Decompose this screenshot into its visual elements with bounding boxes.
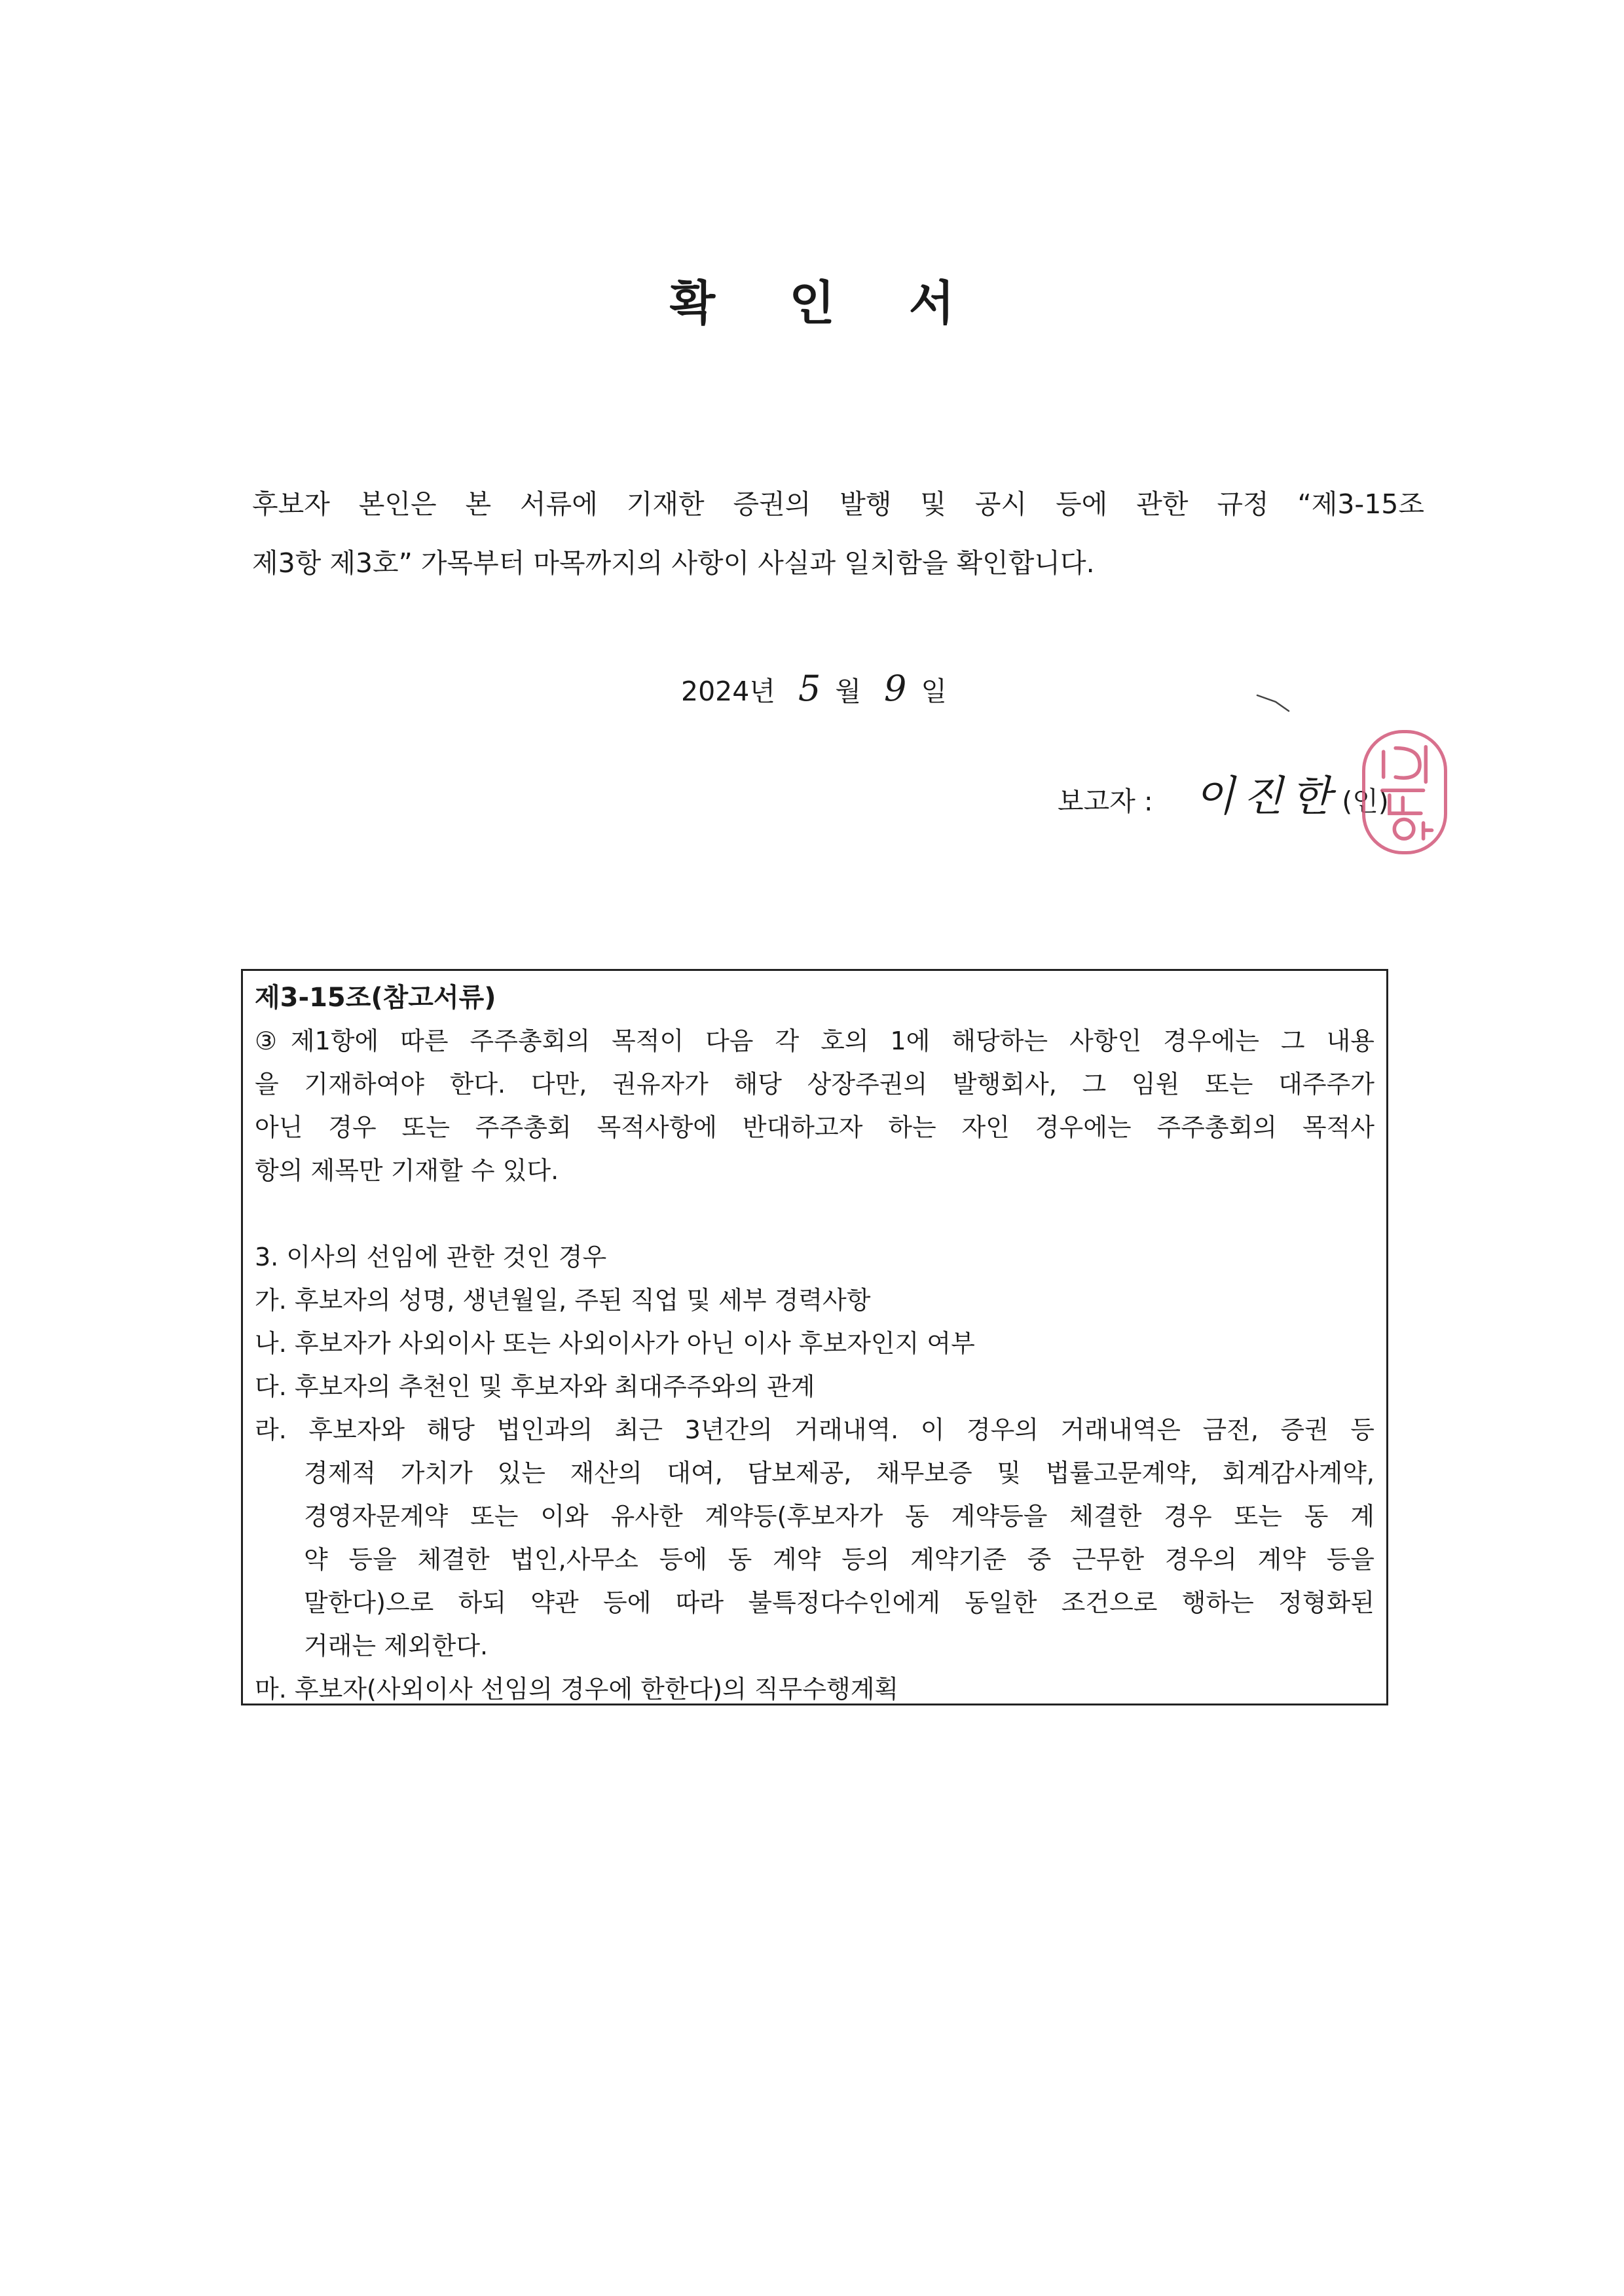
- date-month-label: 월: [835, 676, 861, 707]
- reporter-label: 보고자 :: [1058, 786, 1153, 817]
- sub-item-na: 나. 후보자가 사외이사 또는 사외이사가 아닌 이사 후보자인지 여부: [255, 1329, 975, 1358]
- sub-item-ra-line: 경영자문계약 또는 이와 유사한 계약등(후보자가 동 계약등을 체결한 경우 또는 동 계: [304, 1502, 1375, 1531]
- item-3: 3. 이사의 선임에 관한 것인 경우: [255, 1243, 607, 1271]
- sub-item-ma: 마. 후보자(사외이사 선임의 경우에 한한다)의 직무수행계획: [255, 1675, 899, 1704]
- sub-item-ra-line: 거래는 제외한다.: [304, 1631, 489, 1660]
- regulation-paragraph: [255, 1019, 1375, 1192]
- paragraph-line: 항의 제목만 기재할 수 있다.: [255, 1156, 559, 1185]
- reporter-line: [1058, 763, 1389, 823]
- sub-item-da: 다. 후보자의 추천인 및 후보자와 최대주주와의 관계: [255, 1372, 815, 1401]
- paragraph-line: 을 기재하여야 한다. 다만, 권유자가 해당 상장주권의 발행회사, 그 임원 또는 대주주가: [255, 1070, 1375, 1099]
- paragraph-line: ③제1항에 따른 주주총회의 목적이 다음 각 호의 1에 해당하는 사항인 경우에는 그 내용: [255, 1027, 1375, 1055]
- sub-item-ga: 가. 후보자의 성명, 생년월일, 주된 직업 및 세부 경력사항: [255, 1286, 871, 1315]
- statement-line: 제3항 제3호” 가목부터 마목까지의 사항이 사실과 일치함을 확인합니다.: [252, 547, 1095, 579]
- document-title: 확 인 서: [669, 276, 984, 331]
- seal-stamp-icon: [1362, 730, 1447, 854]
- sub-item-ra-continuation: [255, 1451, 1375, 1667]
- date-line: [681, 668, 947, 709]
- date-day-handwritten: 9: [884, 668, 907, 709]
- confirmation-statement: [252, 475, 1424, 592]
- seal-mark: (인): [1342, 786, 1389, 817]
- pen-mark-icon: [1256, 693, 1292, 712]
- sub-item-ra-line: 약 등을 체결한 법인,사무소 등에 동 계약 등의 계약기준 중 근무한 경우의 계약 등을: [304, 1545, 1375, 1574]
- paragraph-line: 아닌 경우 또는 주주총회 목적사항에 반대하고자 하는 자인 경우에는 주주총회의 목적사: [255, 1113, 1375, 1142]
- sub-item-ra-line: 말한다)으로 하되 약관 등에 따라 불특정다수인에게 동일한 조건으로 행하는 정형화된: [304, 1588, 1375, 1617]
- date-year: 2024년: [681, 676, 775, 707]
- date-day-label: 일: [921, 676, 947, 707]
- regulation-heading: 제3-15조(참고서류): [255, 983, 496, 1013]
- reporter-signature: 이진한: [1194, 773, 1340, 821]
- sub-item-ra: 라. 후보자와 해당 법인과의 최근 3년간의 거래내역. 이 경우의 거래내역은 금전, 증권 등: [255, 1415, 1375, 1444]
- regulation-reference-box: [241, 969, 1388, 1705]
- sub-item-ra-line: 경제적 가치가 있는 재산의 대여, 담보제공, 채무보증 및 법률고문계약, 회계감사계약,: [304, 1459, 1375, 1487]
- spacer: [255, 1192, 1375, 1235]
- statement-line: 후보자 본인은 본 서류에 기재한 증권의 발행 및 공시 등에 관한 규정 “제3-15조: [252, 488, 1424, 520]
- date-month-handwritten: 5: [798, 668, 821, 709]
